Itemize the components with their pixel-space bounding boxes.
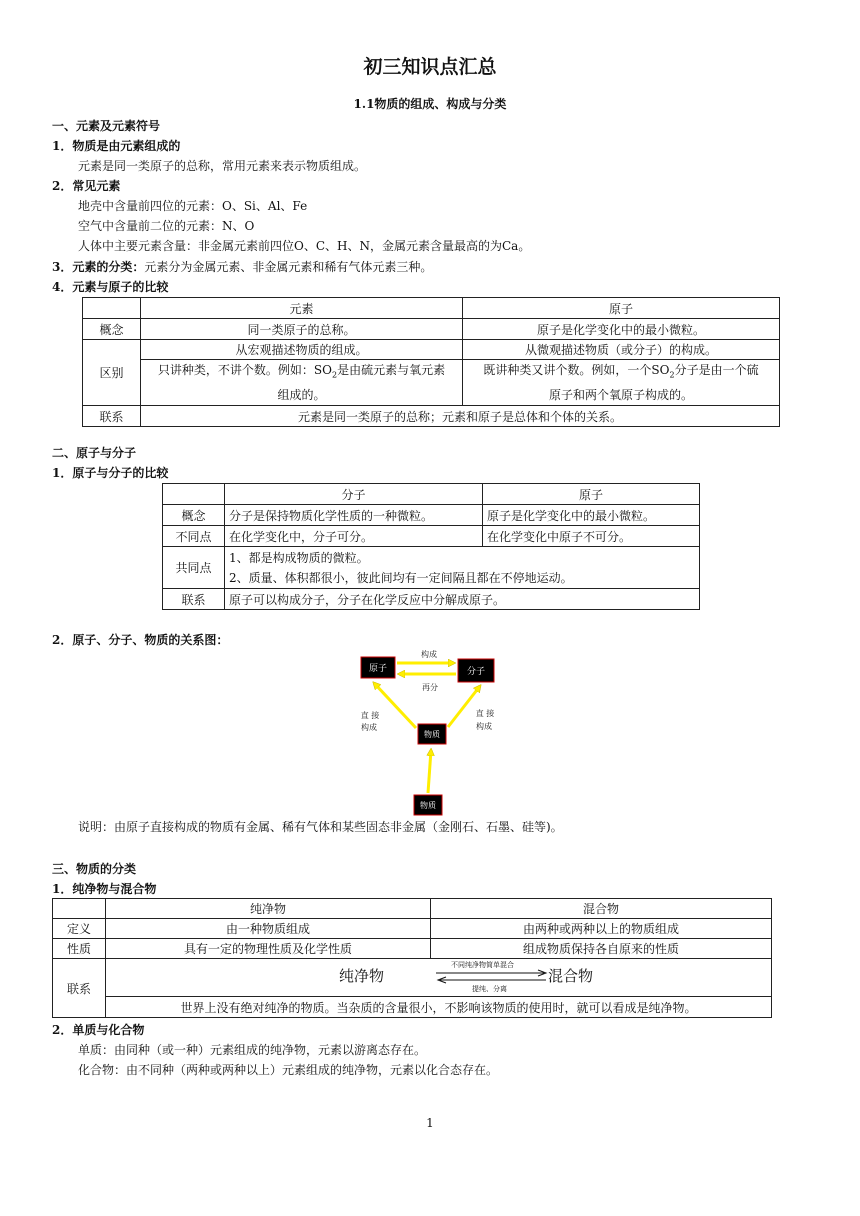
sec3-p2-line2: 化合物：由不同种（两种或两种以上）元素组成的纯净物，元素以化合态存在。 — [78, 1063, 499, 1077]
text: 2、质量、体积都很小，彼此间均有一定间隔且都在不停地运动。 — [229, 570, 573, 585]
sec1-heading: 一、元素及元素符号 — [52, 119, 161, 133]
col-header-mixture: 混合物 — [431, 899, 772, 919]
row-label-common: 共同点 — [163, 547, 225, 589]
label-direct-left-2: 构成 — [361, 723, 377, 732]
cell-relation: 原子可以构成分子，分子在化学反应中分解成原子。 — [225, 589, 700, 610]
conversion-right-label: 混合物 — [548, 967, 594, 985]
col-header-molecule: 分子 — [225, 484, 483, 505]
col-header-element: 元素 — [141, 298, 463, 319]
arrow-substance-to-atom — [374, 683, 416, 728]
cell-element-macro: 从宏观描述物质的组成。 — [141, 340, 463, 360]
row-label-difference: 区别 — [83, 340, 141, 406]
sec2-note: 说明：由原子直接构成的物质有金属、稀有气体和某些固态非金属（金刚石、石墨、硅等)。 — [78, 820, 563, 834]
sec2-heading: 二、原子与分子 — [52, 446, 137, 460]
cell-molecule-diff: 在化学变化中，分子可分。 — [225, 526, 483, 547]
table-corner — [53, 899, 106, 919]
col-header-pure: 纯净物 — [106, 899, 431, 919]
subscript: 2 — [331, 370, 338, 380]
cell-mixture-property: 组成物质保持各自原来的性质 — [431, 939, 772, 959]
cell-relation-text: 世界上没有绝对纯净的物质。当杂质的含量很小，不影响该物质的使用时，就可以看成是纯净物。 — [106, 997, 772, 1018]
section-subtitle: 1.1物质的组成、构成与分类 — [353, 97, 507, 111]
substance-label-bottom: 物质 — [420, 801, 436, 810]
row-label-relation: 联系 — [53, 959, 106, 1018]
conversion-left-label: 纯净物 — [339, 967, 385, 985]
sec1-p1-title: 1．物质是由元素组成的 — [52, 139, 181, 153]
row-label-relation: 联系 — [83, 406, 141, 427]
text: 是由硫元素与氧元素 — [337, 363, 446, 377]
substance-box-bottom — [414, 795, 442, 815]
cell-conversion — [106, 959, 772, 997]
molecule-box — [458, 659, 494, 682]
cell-atom-micro: 从微观描述物质（或分子）的构成。 — [463, 340, 780, 360]
atom-label: 原子 — [368, 664, 388, 674]
sec3-p1-title: 1．纯净物与混合物 — [52, 882, 157, 896]
atom-box — [361, 657, 395, 678]
text: 分子是由一个硫 — [674, 363, 759, 377]
cell-atom-concept: 原子是化学变化中的最小微粒。 — [483, 505, 700, 526]
sec1-p2-line1: 地壳中含量前四位的元素：O、Si、Al、Fe — [78, 199, 308, 213]
row-label-property: 性质 — [53, 939, 106, 959]
label-compose: 构成 — [421, 650, 437, 659]
pure-mixture-table — [52, 898, 772, 1018]
text: 既讲种类又讲个数。例如，一个SO — [483, 363, 670, 377]
molecule-label: 分子 — [466, 667, 486, 677]
text: 1、都是构成物质的微粒。 — [229, 550, 369, 565]
arrow-bottom-to-substance — [428, 750, 431, 793]
text: 组成的。 — [277, 388, 326, 403]
sec1-p2-title: 2．常见元素 — [52, 179, 121, 193]
cell-relation: 元素是同一类原子的总称；元素和原子是总体和个体的关系。 — [141, 406, 780, 427]
sec3-heading: 三、物质的分类 — [52, 862, 137, 876]
row-label-concept: 概念 — [163, 505, 225, 526]
row-label-concept: 概念 — [83, 319, 141, 340]
sec1-p3-text: 元素分为金属元素、非金属元素和稀有气体元素三种。 — [144, 260, 433, 274]
arrow-substance-to-molecule — [448, 686, 480, 727]
row-label-difference: 不同点 — [163, 526, 225, 547]
cell-molecule-concept: 分子是保持物质化学性质的一种微粒。 — [225, 505, 483, 526]
sec1-p1-text: 元素是同一类原子的总称，常用元素来表示物质组成。 — [78, 159, 367, 173]
substance-label: 物质 — [424, 730, 440, 739]
cell-atom-diff: 在化学变化中原子不可分。 — [483, 526, 700, 547]
cell-pure-definition: 由一种物质组成 — [106, 919, 431, 939]
text: 原子和两个氧原子构成的。 — [548, 388, 693, 403]
subscript: 2 — [669, 370, 675, 380]
label-direct-right-1: 直 接 — [475, 709, 495, 718]
page-title: 初三知识点汇总 — [363, 56, 497, 78]
sec1-p2-line2: 空气中含量前二位的元素：N、O — [78, 219, 255, 233]
sec3-p2-line1: 单质：由同种（或一种）元素组成的纯净物，元素以游离态存在。 — [78, 1043, 427, 1057]
page-number: 1 — [426, 1116, 434, 1130]
label-direct-left-1: 直 接 — [360, 711, 380, 720]
cell-mixture-definition: 由两种或两种以上的物质组成 — [431, 919, 772, 939]
cell-element-concept: 同一类原子的总称。 — [141, 319, 463, 340]
label-direct-right-2: 构成 — [476, 722, 492, 731]
cell-atom-concept: 原子是化学变化中的最小微粒。 — [463, 319, 780, 340]
label-split: 再分 — [422, 683, 438, 692]
substance-box — [418, 724, 446, 744]
sec2-p1-title: 1．原子与分子的比较 — [52, 466, 169, 480]
conversion-bottom-label: 提纯、分离 — [472, 985, 507, 993]
col-header-atom: 原子 — [463, 298, 780, 319]
conversion-arrows — [434, 969, 550, 985]
text: 只讲种类，不讲个数。例如：SO — [157, 363, 332, 377]
row-label-definition: 定义 — [53, 919, 106, 939]
sec3-p2-title: 2．单质与化合物 — [52, 1023, 145, 1037]
col-header-atom: 原子 — [483, 484, 700, 505]
row-label-relation: 联系 — [163, 589, 225, 610]
conversion-top-label: 不同纯净物简单混合 — [451, 961, 514, 969]
sec1-p2-line3: 人体中主要元素含量：非金属元素前四位O、C、H、N，金属元素含量最高的为Ca。 — [78, 239, 531, 253]
cell-pure-property: 具有一定的物理性质及化学性质 — [106, 939, 431, 959]
sec1-p4-title: 4．元素与原子的比较 — [52, 280, 169, 294]
sec1-p3-title: 3．元素的分类： — [52, 260, 145, 274]
sec2-p2-title: 2．原子、分子、物质的关系图： — [52, 633, 229, 647]
